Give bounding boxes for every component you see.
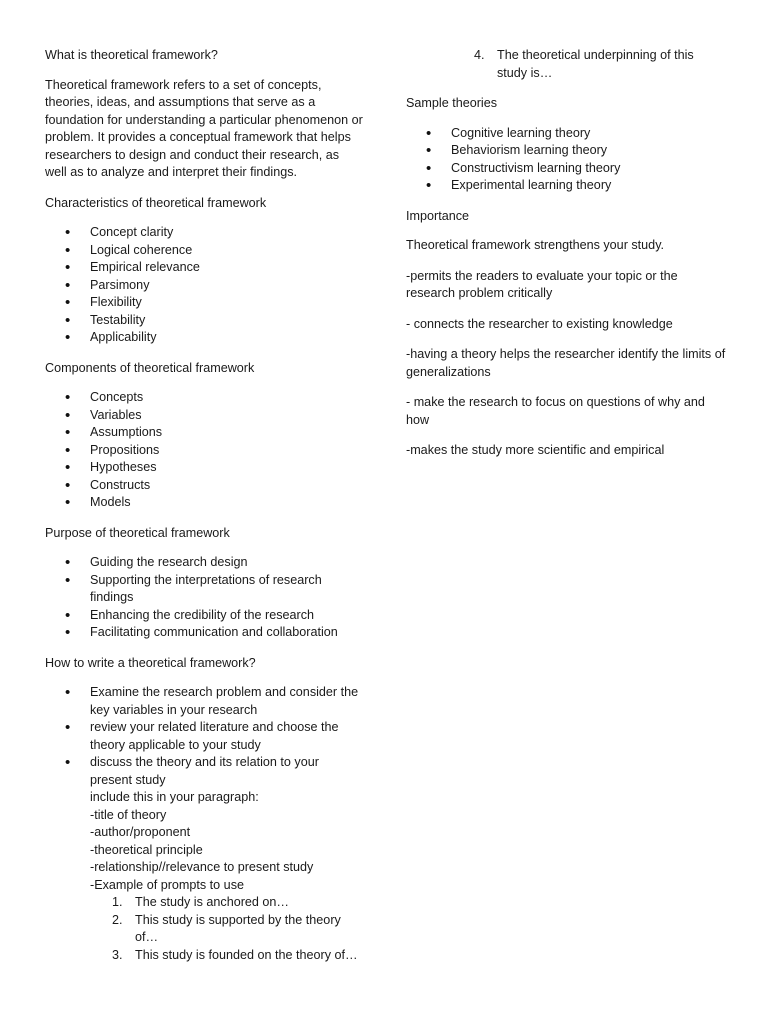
list-item <box>45 754 363 964</box>
item-text: The study is anchored on… <box>135 895 290 909</box>
paragraph-note: include this in your paragraph: <box>90 790 259 804</box>
numbered-item <box>90 912 363 947</box>
item-text: The theoretical underpinning of this study is… <box>497 48 694 80</box>
list-item: • Examine the research problem and consider the key variables in your research <box>45 684 363 719</box>
list-item: • Facilitating communication and collaboration <box>45 624 363 642</box>
list-item: • Behaviorism learning theory <box>406 142 726 160</box>
characteristics-list <box>45 224 363 347</box>
list-item: • Concepts <box>45 389 363 407</box>
item-number: 4. <box>474 48 485 62</box>
purpose-heading: Purpose of theoretical framework <box>45 525 230 540</box>
prompts-list <box>90 894 363 964</box>
list-item-text: • discuss the theory and its relation to your present study <box>90 755 319 787</box>
list-item: • Constructivism learning theory <box>406 160 726 178</box>
how-to-heading: How to write a theoretical framework? <box>45 655 256 670</box>
list-item: • Empirical relevance <box>45 259 363 277</box>
note-line: -relationship//relevance to present study <box>90 860 314 874</box>
prompts-list-continued <box>406 47 726 82</box>
left-column <box>45 47 363 977</box>
list-item: • Variables <box>45 407 363 425</box>
purpose-list <box>45 554 363 642</box>
characteristics-heading: Characteristics of theoretical framework <box>45 195 267 210</box>
components-list <box>45 389 363 512</box>
note-line: -title of theory <box>90 807 167 822</box>
importance-point: -makes the study more scientific and empirical <box>406 443 665 457</box>
list-item: • Propositions <box>45 442 363 460</box>
how-to-list <box>45 684 363 964</box>
list-item: • review your related literature and choose the theory applicable to your study <box>45 719 363 754</box>
importance-point: - connects the researcher to existing knowledge <box>406 316 673 331</box>
components-heading: Components of theoretical framework <box>45 360 255 375</box>
list-item: • Experimental learning theory <box>406 177 726 195</box>
list-item: • Flexibility <box>45 294 363 312</box>
list-item: • Constructs <box>45 477 363 495</box>
numbered-item <box>406 47 726 82</box>
list-item: • Hypotheses <box>45 459 363 477</box>
list-item: • Cognitive learning theory <box>406 125 726 143</box>
importance-point: - make the research to focus on questions of why and how <box>406 395 705 427</box>
note-line: -author/proponent <box>90 825 191 839</box>
importance-heading: Importance <box>406 208 469 223</box>
item-number: 1. <box>112 895 123 909</box>
right-column <box>406 47 726 473</box>
list-item: • Parsimony <box>45 277 363 295</box>
list-item: • Enhancing the credibility of the research <box>45 607 363 625</box>
sample-theories-heading: Sample theories <box>406 96 498 110</box>
list-item: • Supporting the interpretations of research findings <box>45 572 363 607</box>
importance-intro: Theoretical framework strengthens your study. <box>406 238 665 252</box>
item-text: This study is founded on the theory of… <box>135 947 358 962</box>
list-item: • Testability <box>45 312 363 330</box>
importance-point: -having a theory helps the researcher identify the limits of generalizations <box>406 347 726 379</box>
importance-point: -permits the readers to evaluate your topic or the research problem critically <box>406 268 678 300</box>
list-item: • Logical coherence <box>45 242 363 260</box>
item-text: This study is supported by the theory of… <box>135 912 341 944</box>
item-number: 3. <box>112 947 123 962</box>
numbered-item <box>90 894 363 912</box>
note-line: -theoretical principle <box>90 842 203 857</box>
list-item: • Assumptions <box>45 424 363 442</box>
list-item: • Applicability <box>45 329 363 347</box>
sample-theories-list <box>406 125 726 195</box>
question-heading: What is theoretical framework? <box>45 48 218 62</box>
definition-paragraph: Theoretical framework refers to a set of concepts, theories, ideas, and assumptions that serve as a foundation for understanding a particular phenomenon or problem. It provides a conceptual framework that helps researchers to design and conduct their research, as well as to analyze and interpret their findings. <box>45 77 363 179</box>
list-item: • Concept clarity <box>45 224 363 242</box>
list-item: • Guiding the research design <box>45 554 363 572</box>
list-item: • Models <box>45 494 363 512</box>
note-line: -Example of prompts to use <box>90 877 244 892</box>
numbered-item <box>90 947 363 965</box>
item-number: 2. <box>112 912 123 927</box>
